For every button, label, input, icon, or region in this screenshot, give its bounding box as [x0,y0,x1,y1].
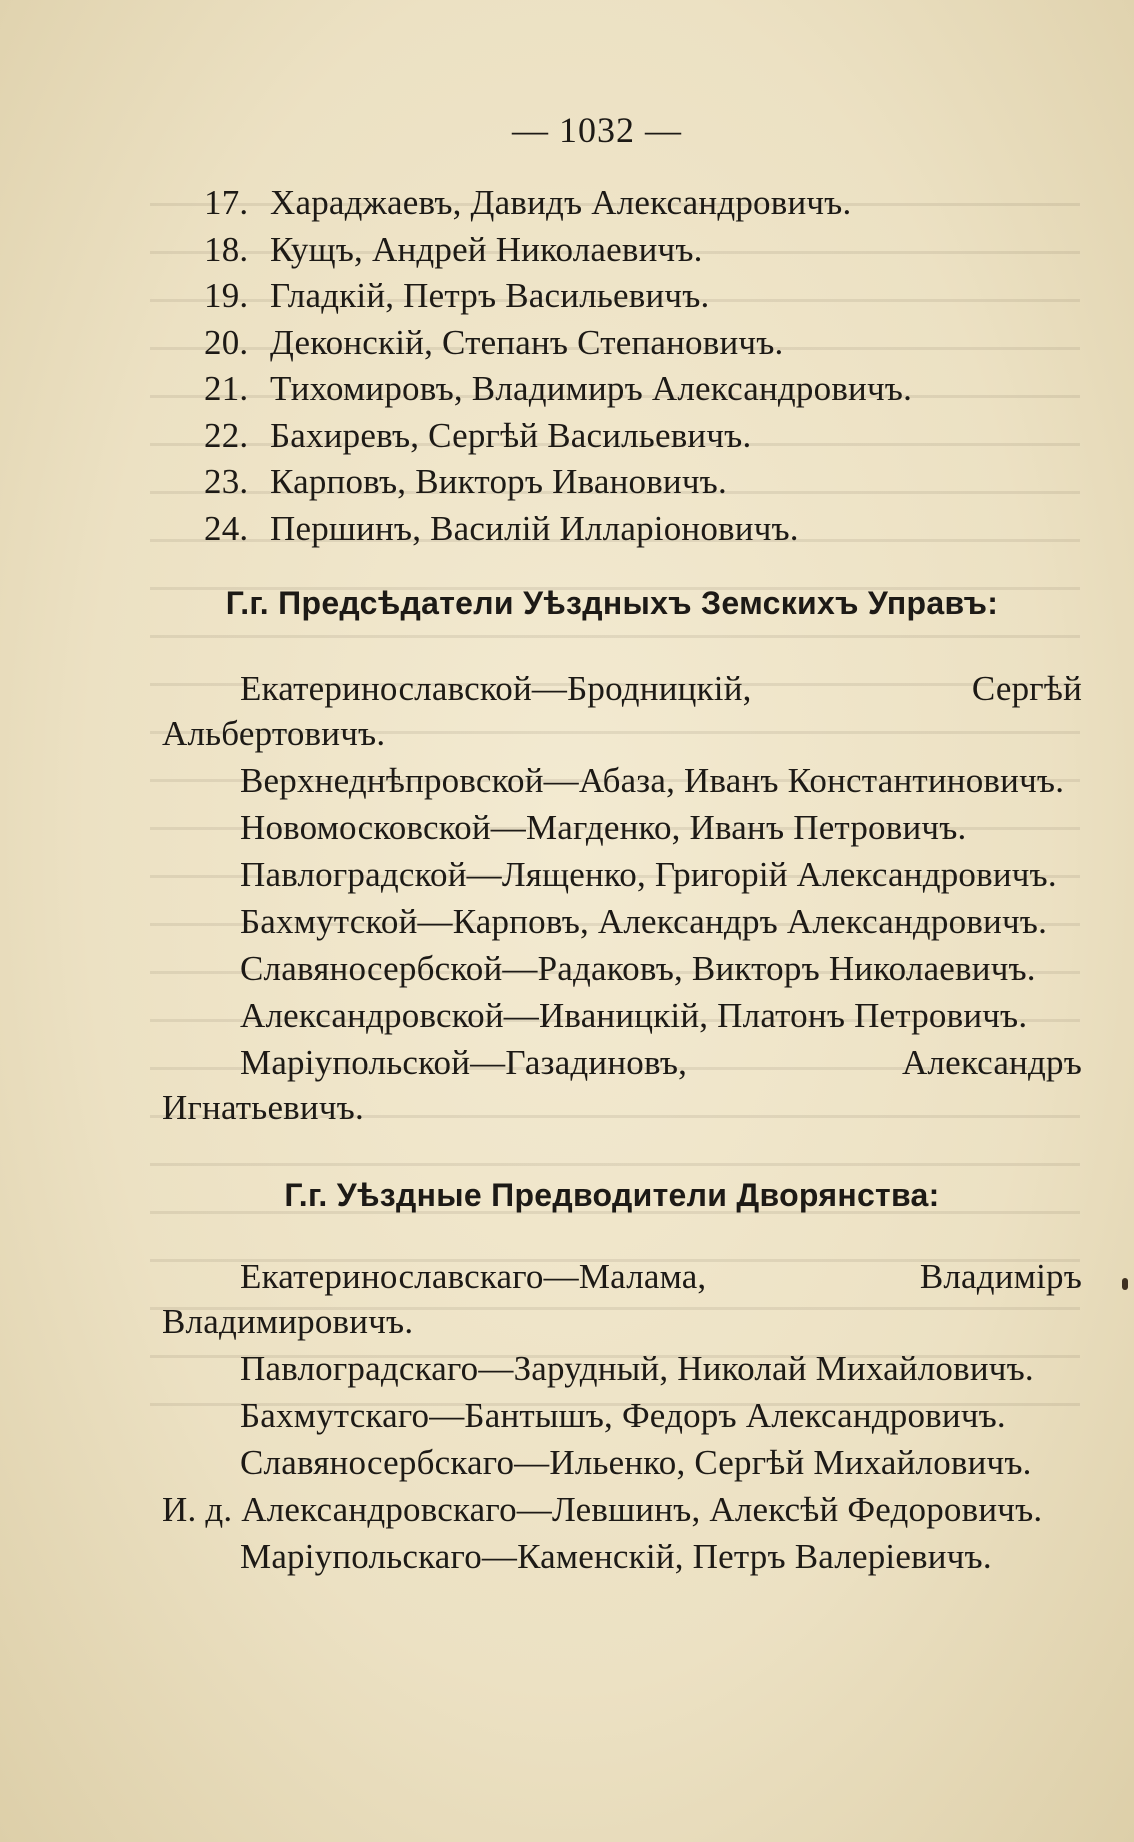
item-number: 19. [204,276,249,315]
list-item: Бахмутской—Карповъ, Александръ Александровичъ. [240,902,1048,941]
list-item: И. д. Александровскаго—Левшинъ, Алексѣй Федоровичъ. [162,1490,1043,1529]
item-text: Деконскій, Степанъ Степановичъ. [270,322,784,362]
item-number: 17. [204,183,249,222]
list-item: Новомосковской—Магденко, Иванъ Петровичъ. [240,808,967,847]
list-item [204,320,1082,367]
list-item [204,273,1082,320]
section-heading-nobility: Г.г. Уѣздные Предводители Дворянства: [284,1177,940,1213]
item-text: Бахиревъ, Сергѣй Васильевичъ. [270,415,752,455]
item-number: 23. [204,462,249,501]
item-number: 22. [204,415,249,455]
item-text: Тихомировъ, Владимиръ Александровичъ. [270,369,913,408]
item-number: 18. [204,229,249,269]
list-item: Маріупольской—Газадиновъ, Александръ Игнатьевичъ. [162,1043,1082,1127]
list-item: Бахмутскаго—Бантышъ, Федоръ Александровичъ. [240,1396,1006,1435]
item-text: Хараджаевъ, Давидъ Александровичъ. [270,183,852,222]
list-item: Славяносербскаго—Ильенко, Сергѣй Михайловичъ. [240,1443,1032,1482]
list-item: Верхнеднѣпровской—Абаза, Иванъ Константиновичъ. [240,761,1065,800]
page-content [162,106,1082,1581]
list-item: Павлоградской—Лященко, Григорій Александровичъ. [240,855,1057,894]
list-item [204,180,1082,227]
item-number: 24. [204,508,249,548]
page-number: — 1032 — [512,110,682,150]
list-item: Екатеринославскаго—Малама, Владиміръ Владимировичъ. [162,1257,1082,1341]
numbered-member-list [162,180,1082,552]
section-heading-zemstvo: Г.г. Предсѣдатели Уѣздныхъ Земскихъ Управъ: [225,585,999,621]
nobility-marshals-list [162,1254,1082,1579]
item-text: Першинъ, Василій Илларіоновичъ. [270,508,799,548]
list-item: Екатеринославской—Бродницкій, Сергѣй Альбертовичъ. [162,669,1082,753]
list-item [204,459,1082,506]
item-text: Гладкій, Петръ Васильевичъ. [270,276,710,315]
list-item [204,366,1082,413]
list-item: Славяносербской—Радаковъ, Викторъ Николаевичъ. [240,949,1036,988]
list-item: Павлоградскаго—Зарудный, Николай Михайловичъ. [240,1349,1034,1388]
list-item [204,506,1082,553]
list-item [204,413,1082,460]
item-number: 20. [204,322,249,362]
list-item: Маріупольскаго—Каменскій, Петръ Валеріевичъ. [240,1537,992,1576]
list-item: Александровской—Иваницкій, Платонъ Петровичъ. [240,996,1028,1035]
item-number: 21. [204,369,249,408]
zemstvo-chairmen-list [162,666,1082,1130]
item-text: Карповъ, Викторъ Ивановичъ. [270,462,727,501]
item-text: Кущъ, Андрей Николаевичъ. [270,229,703,269]
list-item [204,227,1082,274]
ink-spot [1122,1278,1128,1290]
